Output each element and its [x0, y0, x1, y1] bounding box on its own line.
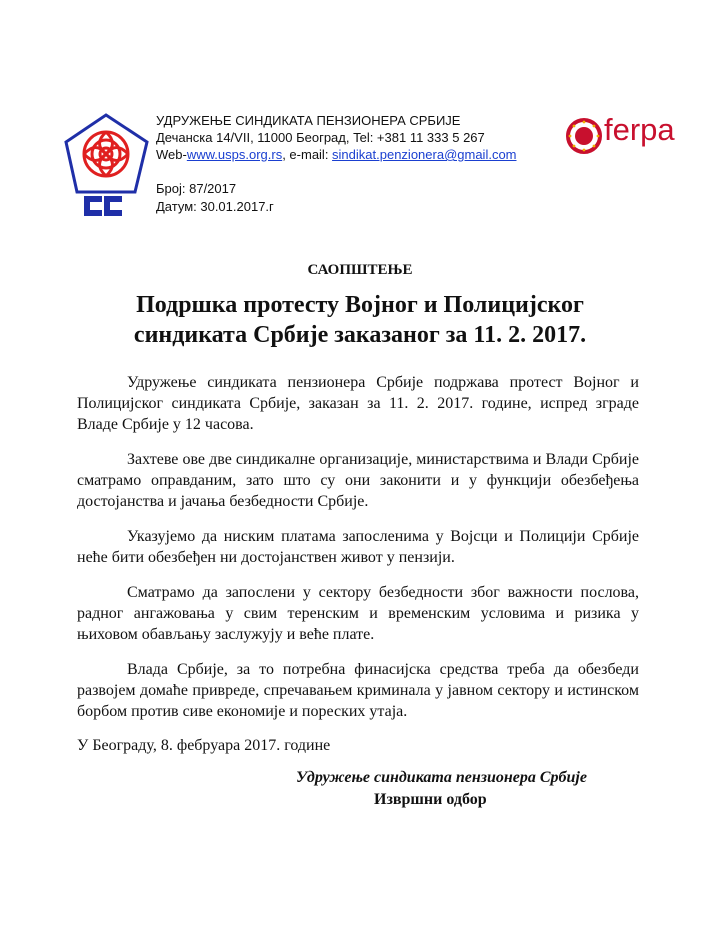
document-heading: САОПШТЕЊЕ — [307, 262, 413, 278]
document-number: Број: 87/2017 — [156, 181, 237, 196]
email-prefix: , e-mail: — [282, 147, 333, 162]
paragraph: Сматрамо да запослени у сектору безбедности због важности послова, радног ангажовања у свим теренским и временским условима и ризика у њиховом обављању заслужују и веће плате. — [77, 584, 639, 643]
website-link[interactable]: www.usps.org.rs — [186, 147, 283, 162]
email-link[interactable]: sindikat.penzionera@gmail.com — [332, 147, 517, 162]
web-prefix: Web- — [156, 147, 187, 162]
organization-name: УДРУЖЕЊЕ СИНДИКАТА ПЕНЗИОНЕРА СРБИЈЕ — [156, 113, 461, 128]
document-body — [77, 372, 639, 736]
document-meta — [156, 180, 274, 216]
title-line-2: синдиката Србије заказаног за 11. 2. 2017. — [133, 322, 587, 348]
place-and-date: У Београду, 8. фебруара 2017. године — [77, 737, 331, 754]
signature-body: Извршни одбор — [374, 791, 487, 808]
title-line-1: Подршка протесту Војног и Полицијског — [136, 292, 584, 318]
usps-logo — [64, 112, 154, 222]
paragraph: Указујемо да ниским платама запосленима у Војсци и Полицији Србије неће бити обезбеђен ни достојанствен живот у пензији. — [77, 528, 639, 566]
organization-contact — [156, 146, 517, 163]
paragraph: Влада Србије, за то потребна финасијска средства треба да обезбеди развојем домаће привреде, спречавањем криминала у јавном сектору и истинском борбом против сиве економије и пореских утаја. — [77, 661, 639, 720]
paragraph: Удружење синдиката пензионера Србије подржава протест Војног и Полицијског синдиката Србије, заказан за 11. 2. 2017. године, испред зграде Владе Србије у 12 часова. — [77, 374, 639, 433]
signature-organization: Удружење синдиката пензионера Србије — [296, 769, 587, 786]
organization-info — [156, 112, 517, 163]
document-date: Датум: 30.01.2017.г — [156, 199, 274, 214]
organization-address: Дечанска 14/VII, 11000 Београд, Tel: +381 11 333 5 267 — [156, 130, 485, 145]
document-title — [60, 290, 660, 350]
paragraph: Захтеве ове две синдикалне организације, министарствима и Влади Србије сматрамо оправданим, зато што су они законити и у функцији обезбеђења достојанства и јачања безбедности Србије. — [77, 451, 639, 510]
ferpa-wordmark: ferpa — [604, 112, 675, 147]
